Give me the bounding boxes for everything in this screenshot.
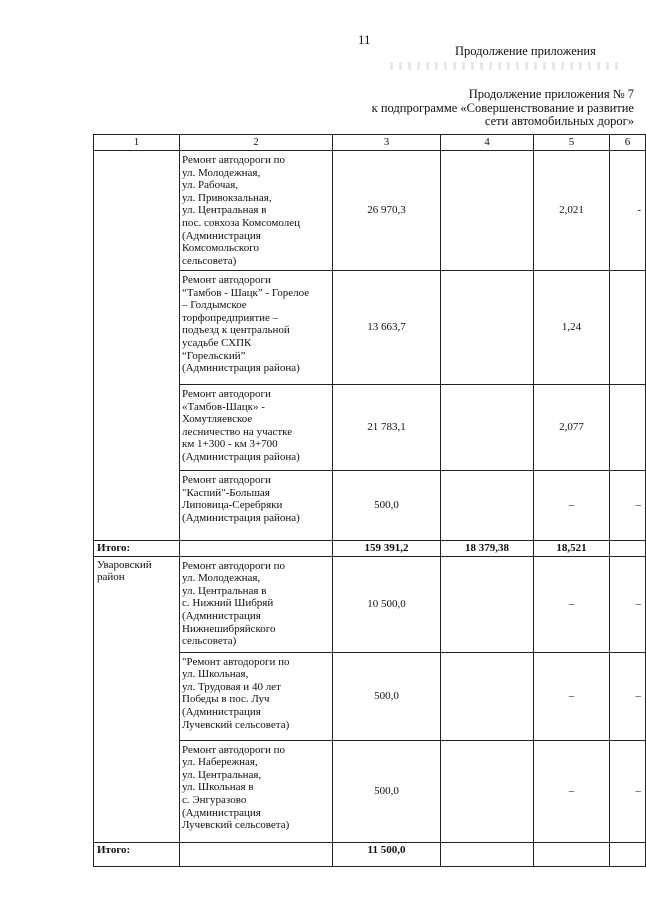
total-length: 18,521 xyxy=(534,541,610,557)
col6-cell xyxy=(610,385,646,471)
cost-cell: 500,0 xyxy=(333,652,441,740)
col4-cell xyxy=(441,271,534,385)
project-name: Ремонт автодороги “Тамбов - Шацк” - Горелое – Голдымское торфопредприятие – подъезд к центральной усадьбе СХПК “Горельский” (Администрация района) xyxy=(180,271,333,385)
page-number: 11 xyxy=(358,32,371,47)
total-cost: 159 391,2 xyxy=(333,541,441,557)
cost-cell: 21 783,1 xyxy=(333,385,441,471)
length-cell: – xyxy=(534,652,610,740)
cost-cell: 500,0 xyxy=(333,740,441,842)
total-length xyxy=(534,842,610,866)
length-cell: 2,077 xyxy=(534,385,610,471)
col6-cell: – xyxy=(610,556,646,652)
table-row xyxy=(94,151,646,271)
road-repair-table xyxy=(93,134,646,867)
length-cell: – xyxy=(534,740,610,842)
appendix-line: к подпрограмме «Совершенствование и развитие xyxy=(371,100,634,115)
table-row xyxy=(94,556,646,652)
total-label: Итого: xyxy=(94,541,180,557)
column-header: 5 xyxy=(534,135,610,151)
column-header: 6 xyxy=(610,135,646,151)
col4-cell xyxy=(441,652,534,740)
length-cell: – xyxy=(534,471,610,541)
col4-cell xyxy=(441,151,534,271)
col4-cell xyxy=(441,385,534,471)
length-cell: – xyxy=(534,556,610,652)
col6-cell: - xyxy=(610,151,646,271)
total-label: Итого: xyxy=(94,842,180,866)
col6-cell xyxy=(610,271,646,385)
col4-cell xyxy=(441,556,534,652)
project-name: Ремонт автодороги «Тамбов-Шацк» - Хомутляевское лесничество на участке км 1+300 - км 3+700 (Администрация района) xyxy=(180,385,333,471)
total-empty-cell xyxy=(180,541,333,557)
region-cell: Уваровский район xyxy=(94,556,180,842)
appendix-line: сети автомобильных дорог» xyxy=(484,114,634,128)
column-header: 2 xyxy=(180,135,333,151)
table-header-row xyxy=(94,135,646,151)
col6-cell: – xyxy=(610,471,646,541)
total-col6 xyxy=(610,842,646,866)
total-cost: 11 500,0 xyxy=(333,842,441,866)
length-cell: 2,021 xyxy=(534,151,610,271)
column-header: 1 xyxy=(94,135,180,151)
total-col6 xyxy=(610,541,646,557)
cost-cell: 26 970,3 xyxy=(333,151,441,271)
total-empty-cell xyxy=(180,842,333,866)
total-col4 xyxy=(441,842,534,866)
project-name: Ремонт автодороги "Каспий"-Большая Липовица-Серебряки (Администрация района) xyxy=(180,471,333,541)
cost-cell: 500,0 xyxy=(333,471,441,541)
project-name: "Ремонт автодороги по ул. Школьная, ул. Трудовая и 40 лет Победы в пос. Луч (Администрация Лучевский сельсовета) xyxy=(180,652,333,740)
column-header: 3 xyxy=(333,135,441,151)
total-row xyxy=(94,842,646,866)
column-header: 4 xyxy=(441,135,534,151)
col6-cell: – xyxy=(610,740,646,842)
scan-artifact xyxy=(390,62,620,70)
continuation-caption: Продолжение приложения xyxy=(455,44,596,58)
project-name: Ремонт автодороги по ул. Набережная, ул. Центральная, ул. Школьная в с. Энгуразово (Администрация Лучевский сельсовета) xyxy=(180,740,333,842)
total-col4: 18 379,38 xyxy=(441,541,534,557)
appendix-header xyxy=(334,88,634,129)
cost-cell: 13 663,7 xyxy=(333,271,441,385)
col6-cell: – xyxy=(610,652,646,740)
appendix-line: Продолжение приложения № 7 xyxy=(468,87,634,101)
project-name: Ремонт автодороги по ул. Молодежная, ул. Центральная в с. Нижний Шибряй (Администрация Нижнешибряйского сельсовета) xyxy=(180,556,333,652)
project-name: Ремонт автодороги по ул. Молодежная, ул. Рабочая, ул. Привокзальная, ул. Центральная в пос. совхоза Комсомолец (Администрация Комсомольского сельсовета) xyxy=(180,151,333,271)
cost-cell: 10 500,0 xyxy=(333,556,441,652)
col4-cell xyxy=(441,471,534,541)
length-cell: 1,24 xyxy=(534,271,610,385)
region-cell xyxy=(94,151,180,541)
total-row xyxy=(94,541,646,557)
col4-cell xyxy=(441,740,534,842)
